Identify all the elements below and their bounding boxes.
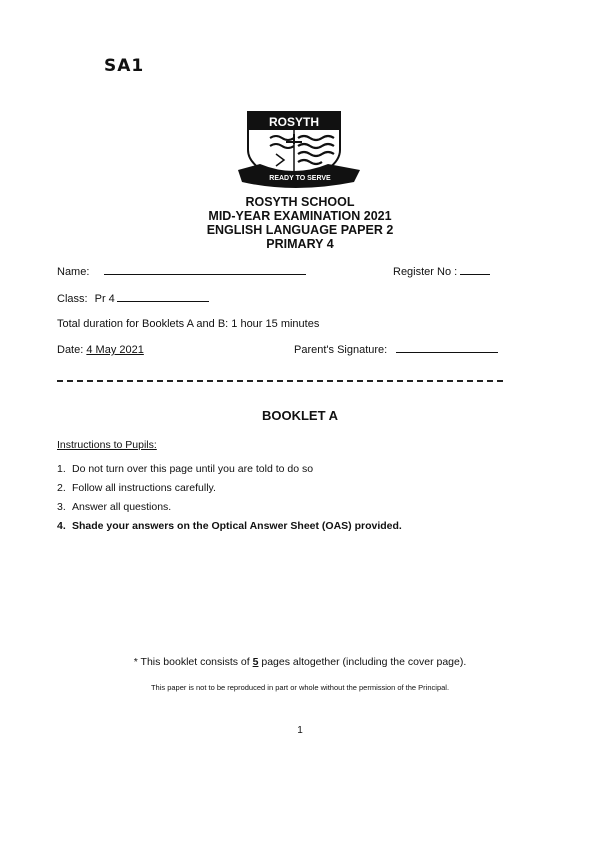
name-label: Name: <box>57 266 90 278</box>
booklet-pages-note: * This booklet consists of 5 pages altogether (including the cover page). <box>133 656 467 668</box>
separator-line <box>57 380 503 382</box>
exam-name: MID-YEAR EXAMINATION 2021 <box>208 209 392 223</box>
class-line <box>117 301 209 302</box>
instruction-item: 2. Follow all instructions carefully. <box>57 482 216 494</box>
date-label: Date: <box>57 344 84 356</box>
page-number: 1 <box>297 725 303 736</box>
booklet-title: BOOKLET A <box>261 408 339 423</box>
school-crest-logo <box>236 104 364 188</box>
name-field <box>57 266 306 278</box>
crest-name-text: ROSYTH <box>268 115 320 129</box>
crest-motto-text: READY TO SERVE <box>269 175 331 182</box>
signature-line <box>396 352 498 353</box>
instruction-item: 4. Shade your answers on the Optical Answer Sheet (OAS) provided. <box>57 520 402 532</box>
corner-label: SA1 <box>104 56 145 76</box>
copyright-note: This paper is not to be reproduced in part or whole without the permission of the Principal. <box>150 683 450 692</box>
class-label: Class: <box>57 293 88 305</box>
instructions-heading: Instructions to Pupils: <box>57 439 157 451</box>
register-field <box>393 266 490 278</box>
school-name: ROSYTH SCHOOL <box>245 195 355 209</box>
page-count: 5 <box>252 656 259 668</box>
date-value: 4 May 2021 <box>86 344 144 356</box>
signature-field <box>294 344 498 356</box>
date-field <box>57 344 144 356</box>
register-label: Register No : <box>393 266 458 278</box>
class-value: Pr 4 <box>94 293 115 305</box>
instruction-item: 3. Answer all questions. <box>57 501 172 513</box>
level-name: PRIMARY 4 <box>266 237 334 251</box>
paper-name: ENGLISH LANGUAGE PAPER 2 <box>206 223 394 237</box>
register-line <box>460 274 490 275</box>
name-line <box>104 274 306 275</box>
duration-text: Total duration for Booklets A and B: 1 hour 15 minutes <box>57 318 320 330</box>
instruction-item: 1. Do not turn over this page until you are told to do so <box>57 463 314 475</box>
class-field <box>57 293 209 305</box>
signature-label: Parent's Signature: <box>294 344 388 356</box>
